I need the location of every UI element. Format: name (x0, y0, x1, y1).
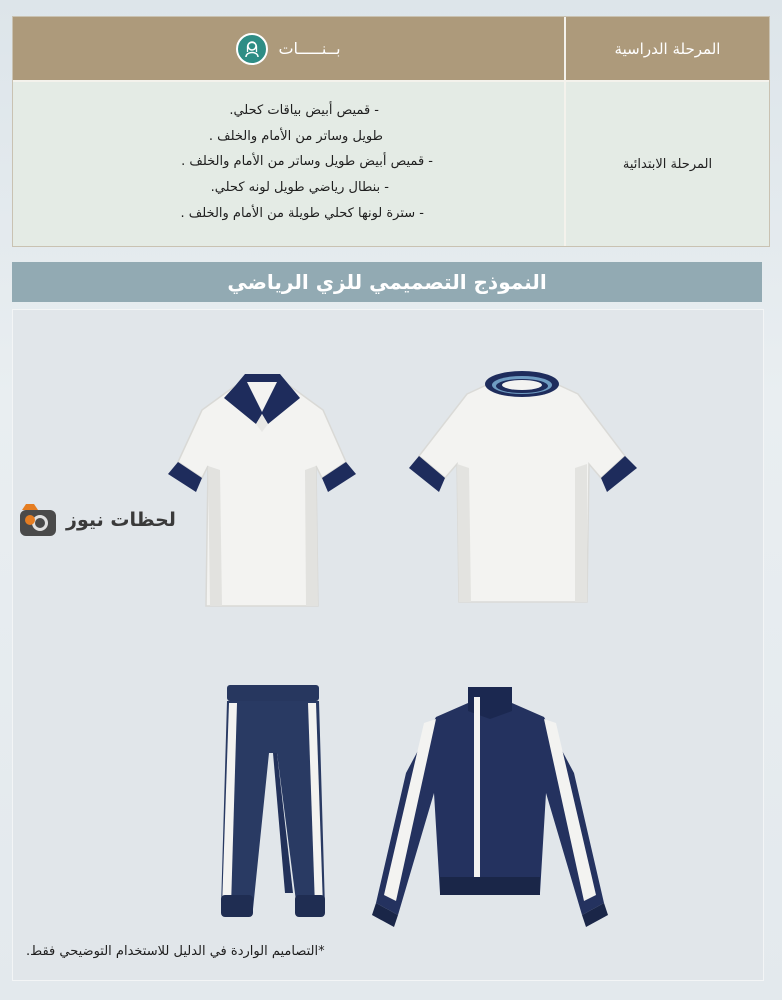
tshirt-icon (405, 368, 640, 608)
watermark-text: لحظات نيوز (66, 509, 176, 531)
girls-column-header (13, 17, 564, 80)
uniform-table (12, 16, 770, 247)
uniform-item: - بنطال رياضي طويل لونه كحلي. (210, 180, 389, 195)
track-pants-icon (215, 683, 330, 928)
girls-header-label: بــنـــــات (278, 39, 341, 58)
uniform-item: - قميص أبيض بياقات كحلي. (229, 103, 379, 118)
camera-logo-icon (18, 500, 60, 540)
stage-cell: المرحلة الابتدائية (622, 156, 713, 172)
stage-column-header: المرحلة الدراسية (614, 39, 721, 58)
section-title: النموذج التصميمي للزي الرياضي (12, 262, 762, 302)
girl-avatar-icon (236, 33, 268, 65)
uniform-items-cell (13, 82, 564, 246)
track-jacket-icon (370, 683, 610, 933)
uniform-item: - قميص أبيض طويل وساتر من الأمام والخلف . (181, 154, 433, 169)
disclaimer-note: *التصاميم الواردة في الدليل للاستخدام التوضيحي فقط. (26, 944, 325, 959)
uniform-item: طويل وساتر من الأمام والخلف . (208, 129, 383, 144)
watermark (18, 500, 176, 540)
uniform-item: - سترة لونها كحلي طويلة من الأمام والخلف . (180, 206, 424, 221)
polo-shirt-icon (150, 370, 375, 612)
